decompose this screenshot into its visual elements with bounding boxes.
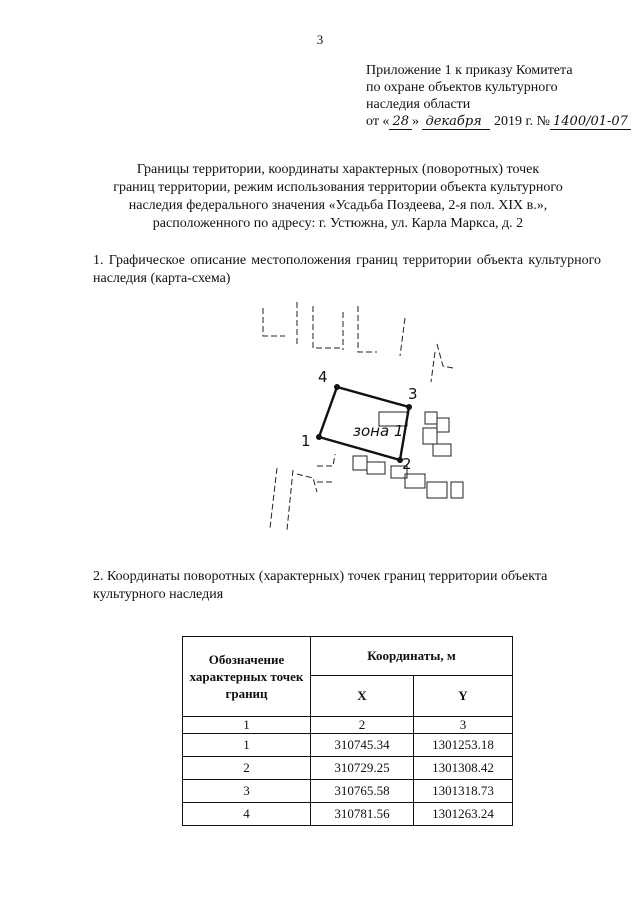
header-x: X — [311, 676, 414, 717]
table-row — [183, 734, 513, 757]
point-cell: 1 — [183, 734, 311, 757]
point-label-3: 3 — [408, 385, 418, 403]
document-title — [78, 161, 598, 233]
y-cell: 1301253.18 — [414, 734, 513, 757]
x-cell: 310765.58 — [311, 780, 414, 803]
date-prefix: от « — [366, 114, 390, 129]
numbering-cell: 1 — [183, 717, 311, 734]
zone-label: зона 1 — [353, 422, 404, 440]
coordinates-table — [182, 636, 513, 826]
point-label-1: 1 — [301, 432, 311, 450]
numbering-cell: 3 — [414, 717, 513, 734]
x-cell: 310745.34 — [311, 734, 414, 757]
site-map-scheme — [255, 296, 475, 536]
y-cell: 1301318.73 — [414, 780, 513, 803]
header-y: Y — [414, 676, 513, 717]
y-cell: 1301263.24 — [414, 803, 513, 826]
point-cell: 4 — [183, 803, 311, 826]
x-cell: 310729.25 — [311, 757, 414, 780]
point-cell: 2 — [183, 757, 311, 780]
title-line-4: расположенного по адресу: г. Устюжна, ул. Карла Маркса, д. 2 — [152, 216, 524, 231]
boundary-point-1 — [316, 434, 322, 440]
title-line-2: границ территории, режим использования территории объекта культурного — [113, 180, 563, 195]
x-cell: 310781.56 — [311, 803, 414, 826]
point-label-4: 4 — [318, 368, 328, 386]
appendix-line-3: наследия области — [366, 97, 471, 112]
table-header-row-1 — [183, 637, 513, 676]
date-day: 28 — [389, 115, 412, 130]
point-label-2: 2 — [402, 455, 412, 473]
page-number: 3 — [316, 32, 324, 47]
title-line-3: наследия федерального значения «Усадьба Поздеева, 2-я пол. XIX в.», — [128, 198, 548, 213]
date-month: декабря — [422, 115, 490, 130]
date-year: 2019 г. № — [493, 114, 551, 129]
table-numbering-row — [183, 717, 513, 734]
table-row — [183, 757, 513, 780]
appendix-date-line — [366, 113, 636, 130]
numbering-cell: 2 — [311, 717, 414, 734]
table-row — [183, 803, 513, 826]
header-point-designation: Обозначение характерных точек границ — [183, 637, 311, 717]
title-line-1: Границы территории, координаты характерных (поворотных) точек — [136, 162, 540, 177]
header-coordinates: Координаты, м — [311, 637, 513, 676]
date-mid: » — [411, 114, 419, 129]
boundary-point-4 — [334, 384, 340, 390]
boundary-point-3 — [406, 404, 412, 410]
appendix-line-2: по охране объектов культурного — [366, 80, 558, 95]
order-number: 1400/01-07 — [550, 115, 631, 130]
y-cell: 1301308.42 — [414, 757, 513, 780]
point-cell: 3 — [183, 780, 311, 803]
table-row — [183, 780, 513, 803]
appendix-line-1: Приложение 1 к приказу Комитета — [366, 63, 573, 78]
section-2-heading: 2. Координаты поворотных (характерных) точек границ территории объекта культурного наследия — [93, 569, 548, 602]
appendix-header — [366, 62, 636, 130]
section-1-heading: 1. Графическое описание местоположения границ территории объекта культурного наследия (карта-схема) — [93, 253, 601, 286]
